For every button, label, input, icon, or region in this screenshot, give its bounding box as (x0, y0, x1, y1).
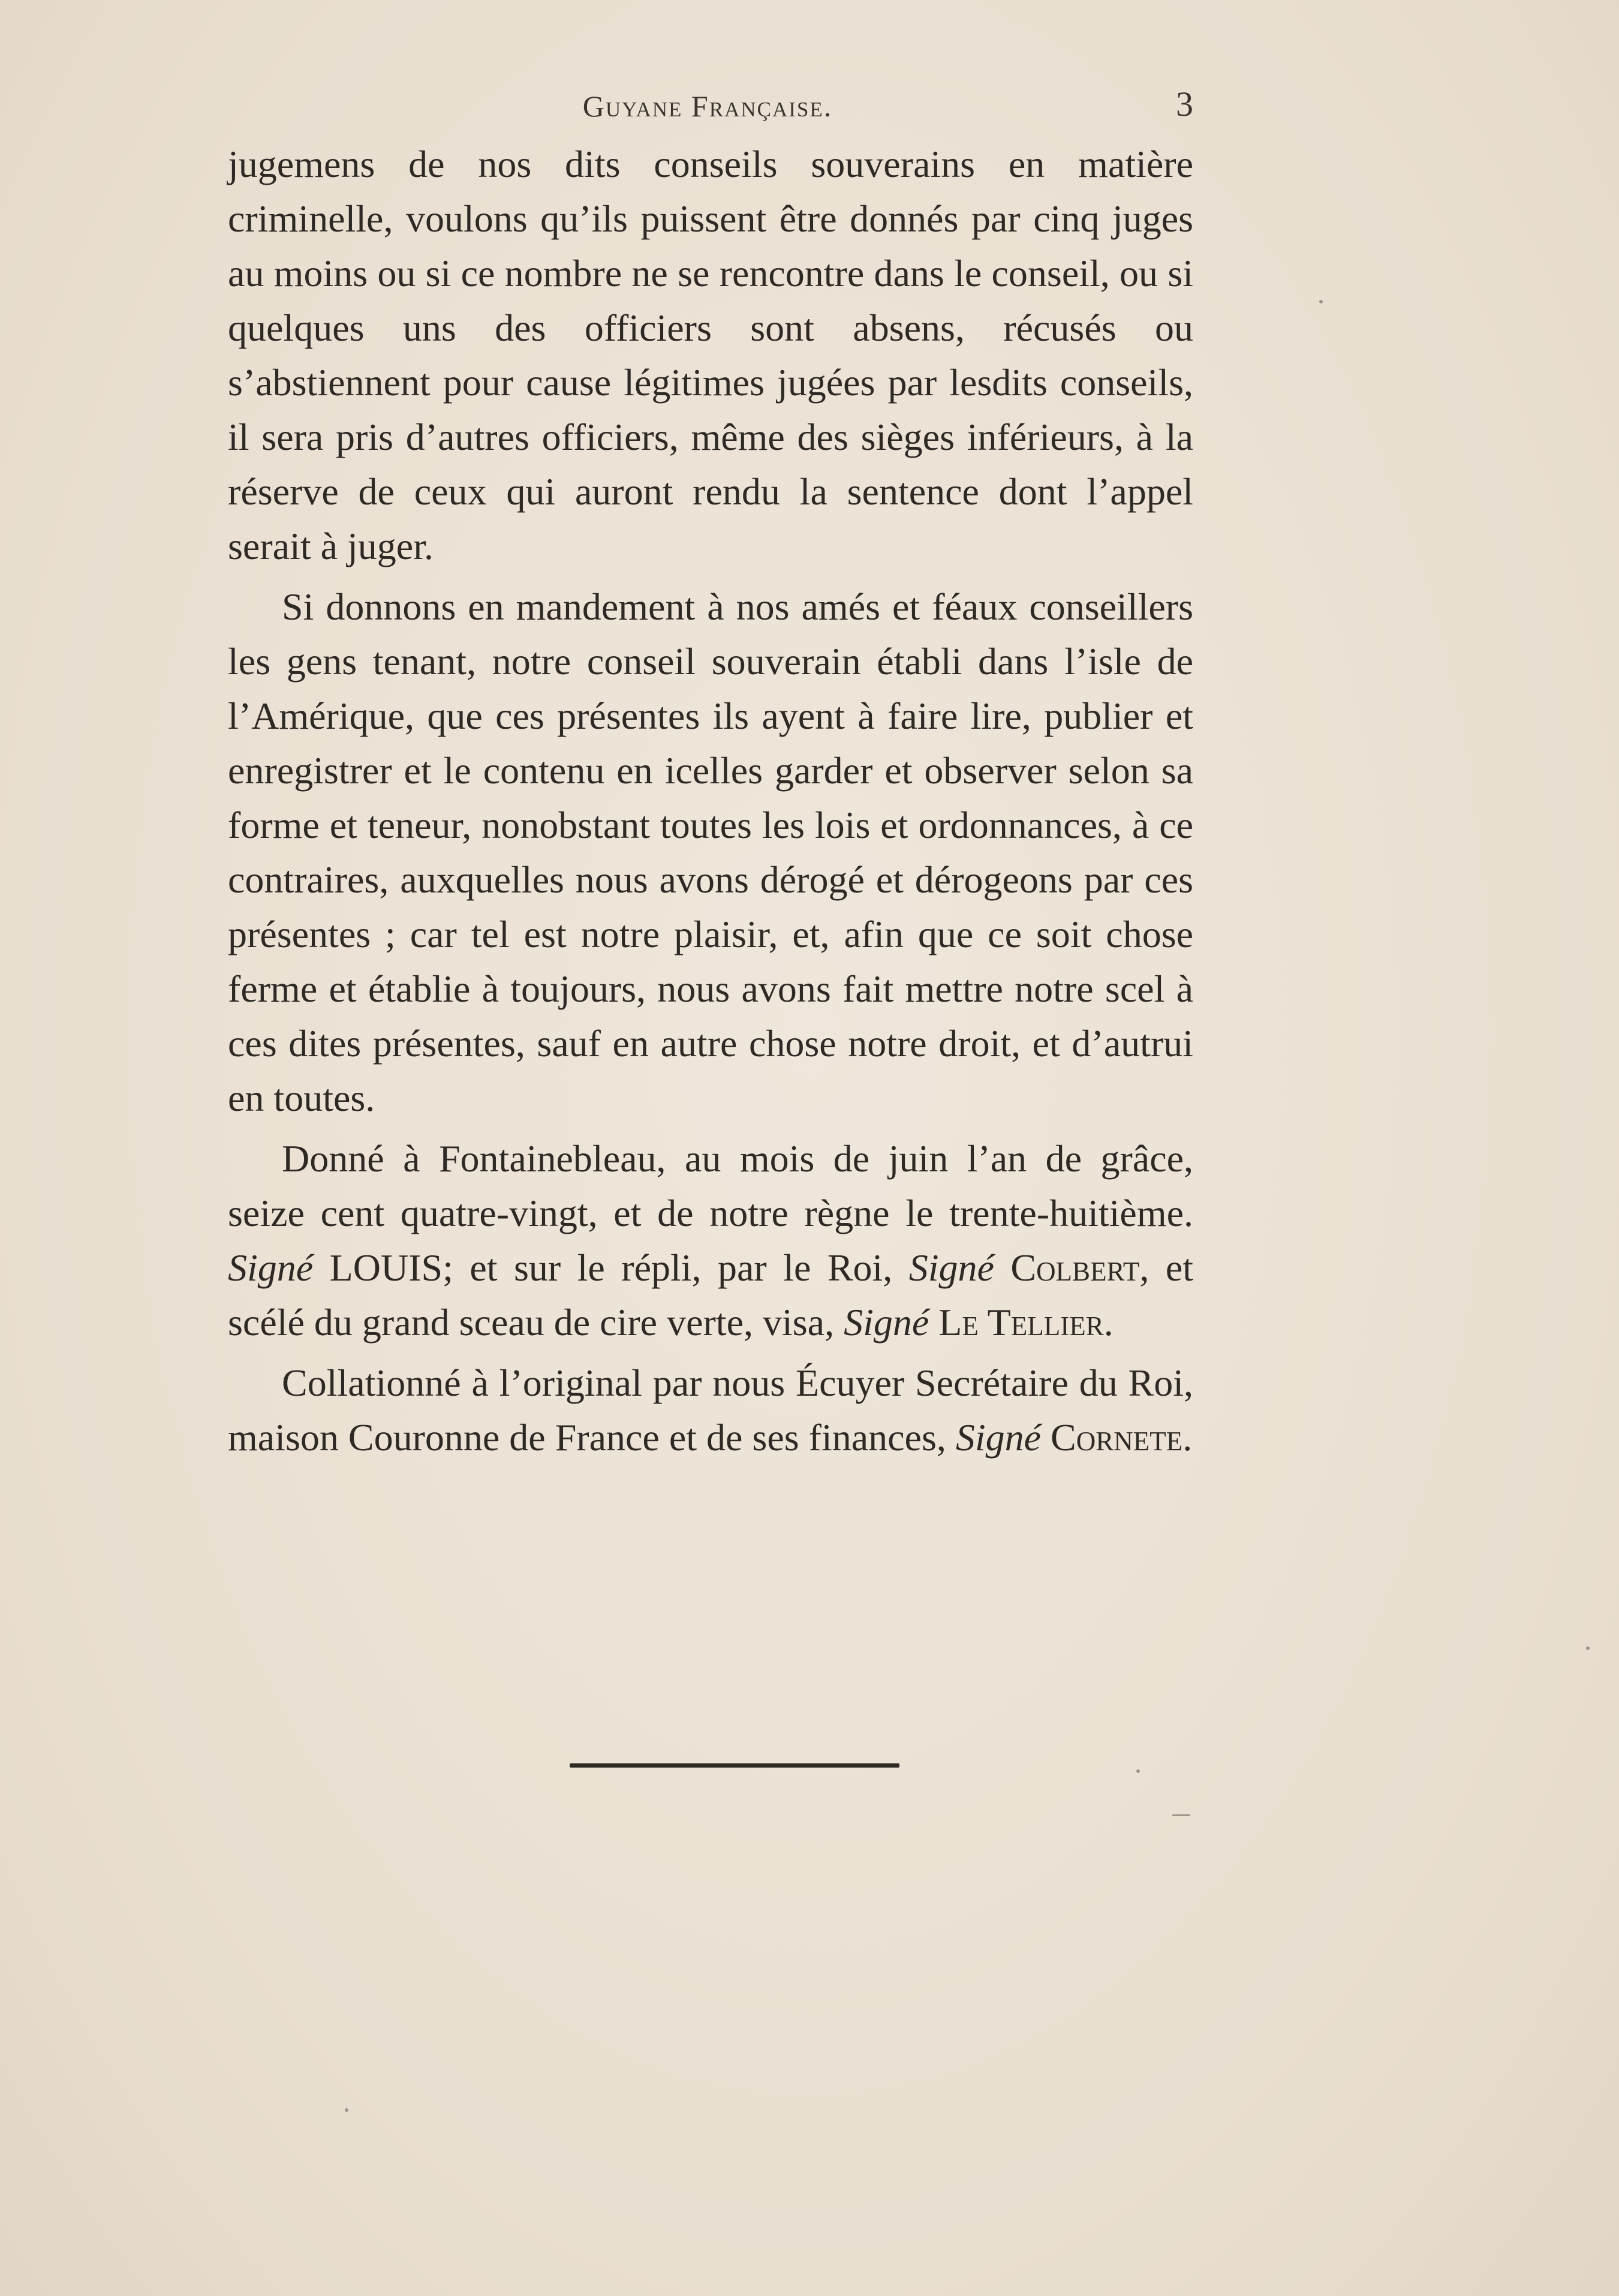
paper-speck (345, 2108, 348, 2112)
paragraph-3 (228, 1131, 1193, 1350)
closing-rule (570, 1763, 899, 1768)
paragraph-3-part-1: Donné à Fontainebleau, au mois de juin l’an de grâce, seize cent quatre-vingt, et de notre règne le trente-huitième. (228, 1137, 1193, 1234)
paper-speck (1319, 300, 1323, 303)
signature-mark: Signé (908, 1246, 994, 1289)
signature-mark: Signé (844, 1301, 929, 1344)
signature-mark: Signé (228, 1246, 314, 1289)
paper-speck (1136, 1769, 1140, 1773)
paragraph-2: Si donnons en mandement à nos amés et féaux conseillers les gens tenant, notre conseil souverain établi dans l’isle de l’Amérique, que ces présentes ils ayent à faire lire, publier et enregistrer et le contenu en icelles garder et observer selon sa forme et teneur, nonobstant toutes les lois et ordonnances, à ce contraires, auxquelles nous avons dérogé et dérogeons par ces présentes ; car tel est notre plaisir, et, afin que ce soit chose ferme et établie à toujours, nous avons fait mettre notre scel à ces dites présentes, sauf en autre chose notre droit, et d’autrui en toutes. (228, 585, 1193, 1119)
page-number: 3 (1176, 85, 1193, 124)
paragraph-3-end: . (1103, 1301, 1114, 1344)
paragraph-1: jugemens de nos dits conseils souverains en matière criminelle, voulons qu’ils puissent être donnés par cinq juges au moins ou si ce nombre ne se rencontre dans le conseil, ou si quelques uns des officiers sont absens, récusés ou s’abstiennent pour cause légitimes jugées par lesdits conseils, il sera pris d’autres officiers, même des sièges inférieurs, à la réserve de ceux qui auront rendu la sentence dont l’appel serait à juger. (228, 143, 1193, 567)
running-title: Guyane Française. (582, 89, 833, 123)
signatory-le-tellier: Le Tellier (938, 1301, 1104, 1344)
paper-speck (1586, 1646, 1590, 1650)
paragraph-3-part-3: , et scélé du grand sceau de cire verte, visa, (228, 1246, 1193, 1344)
page-header (222, 84, 1193, 132)
signature-mark: Signé (955, 1416, 1042, 1459)
signatory-cornete: Cornete (1051, 1416, 1183, 1459)
paper-speck (1172, 1814, 1190, 1816)
signatory-colbert: Colbert (1010, 1246, 1140, 1289)
paragraph-3-part-2: ; et sur le répli, par le Roi, (443, 1246, 893, 1289)
body-text (228, 137, 1193, 1471)
paragraph-4 (228, 1356, 1193, 1465)
signatory-louis: LOUIS (329, 1246, 443, 1289)
paragraph-4-part-1: Collationné à l’original par nous Écuyer Secrétaire du Roi, maison Couronne de France et de ses finances, (228, 1362, 1193, 1459)
paragraph-4-end: . (1182, 1416, 1193, 1459)
